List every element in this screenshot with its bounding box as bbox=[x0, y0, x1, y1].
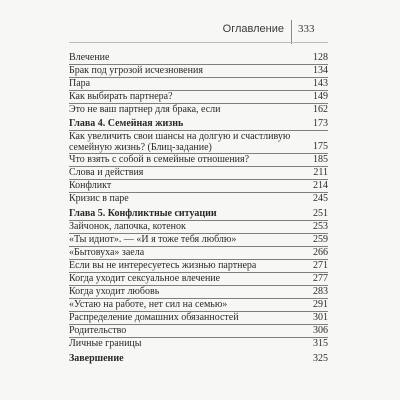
toc-entry bbox=[69, 104, 328, 116]
header-rule bbox=[69, 42, 328, 43]
toc-entry-page: 211 bbox=[313, 167, 328, 178]
toc-entry bbox=[69, 180, 328, 192]
toc-entry-page: 283 bbox=[313, 286, 328, 297]
toc-entry-title: «Ты идиот». — «И я тоже тебя люблю» bbox=[69, 234, 237, 245]
toc-entry-title: Пара bbox=[69, 78, 91, 89]
toc-entry bbox=[69, 193, 328, 205]
toc-chapter-title: Глава 5. Конфликтные ситуации bbox=[69, 208, 217, 219]
toc-entry bbox=[69, 131, 328, 153]
toc-entry-page: 325 bbox=[313, 353, 328, 364]
toc-entry-page: 128 bbox=[313, 52, 328, 63]
toc-entry bbox=[69, 65, 328, 77]
toc-entry-title: Кризис в паре bbox=[69, 193, 129, 204]
running-header bbox=[0, 20, 400, 40]
toc-entry-title: «Устаю на работе, нет сил на семью» bbox=[69, 299, 228, 310]
toc-entry-title: Это не ваш партнер для брака, если bbox=[69, 104, 221, 115]
toc-entry-page: 301 bbox=[313, 312, 328, 323]
toc-entry-title: Личные границы bbox=[69, 338, 142, 349]
toc-entry bbox=[69, 260, 328, 272]
toc-entry-title: Зайчонок, лапочка, котенок bbox=[69, 221, 186, 232]
toc-chapter-heading bbox=[69, 118, 328, 130]
toc-entry-page: 277 bbox=[313, 273, 328, 284]
toc-entry-page: 173 bbox=[313, 118, 328, 129]
toc-entry bbox=[69, 91, 328, 103]
header-title: Оглавление bbox=[222, 23, 284, 35]
toc-entry-page: 134 bbox=[313, 65, 328, 76]
toc-entry-title: «Бытовуха» заела bbox=[69, 247, 145, 258]
toc-entry bbox=[69, 325, 328, 337]
toc-entry-page: 315 bbox=[313, 338, 328, 349]
toc-entry-title: Когда уходит любовь bbox=[69, 286, 160, 297]
toc-entry-page: 245 bbox=[313, 193, 328, 204]
toc-entry-page: 259 bbox=[313, 234, 328, 245]
toc-entry bbox=[69, 247, 328, 259]
toc-entry-title: Как выбирать партнера? bbox=[69, 91, 173, 102]
toc-entry bbox=[69, 221, 328, 233]
toc-entry bbox=[69, 234, 328, 246]
toc-entry bbox=[69, 312, 328, 324]
toc-entry-page: 253 bbox=[313, 221, 328, 232]
toc-entry-page: 162 bbox=[313, 104, 328, 115]
toc-chapter-heading bbox=[69, 353, 328, 365]
header-page-number: 333 bbox=[298, 23, 315, 35]
toc-entry bbox=[69, 167, 328, 179]
toc-entry-title: Когда уходит сексуальное влечение bbox=[69, 273, 221, 284]
toc-entry-title: Влечение bbox=[69, 52, 110, 63]
toc-entry bbox=[69, 78, 328, 90]
toc-chapter-title: Глава 4. Семейная жизнь bbox=[69, 118, 184, 129]
toc-entry-page: 266 bbox=[313, 247, 328, 258]
toc-entry bbox=[69, 299, 328, 311]
toc-entry bbox=[69, 273, 328, 285]
toc-entry-title: Как увеличить свои шансы на долгую и счастливую семейную жизнь? (Блиц-задание) bbox=[69, 131, 291, 153]
toc-entry-page: 175 bbox=[313, 141, 328, 152]
toc-entry-page: 143 bbox=[313, 78, 328, 89]
toc-entry-title: Что взять с собой в семейные отношения? bbox=[69, 154, 250, 165]
toc-entry-title: Конфликт bbox=[69, 180, 112, 191]
toc-entry-title: Родительство bbox=[69, 325, 127, 336]
toc-entry-page: 291 bbox=[313, 299, 328, 310]
toc-entry bbox=[69, 154, 328, 166]
toc-entry-title: Если вы не интересуетесь жизнью партнера bbox=[69, 260, 257, 271]
toc-entry-page: 251 bbox=[313, 208, 328, 219]
toc-entry-title: Распределение домашних обязанностей bbox=[69, 312, 239, 323]
toc-entry-page: 149 bbox=[313, 91, 328, 102]
toc-entry-title: Брак под угрозой исчезновения bbox=[69, 65, 203, 76]
toc-entry bbox=[69, 286, 328, 298]
header-divider bbox=[291, 20, 292, 44]
toc-entry-title: Слова и действия bbox=[69, 167, 144, 178]
toc-entry bbox=[69, 338, 328, 350]
toc-entry-page: 306 bbox=[313, 325, 328, 336]
toc-entry-page: 271 bbox=[313, 260, 328, 271]
toc-chapter-heading bbox=[69, 208, 328, 220]
toc-entry-page: 214 bbox=[313, 180, 328, 191]
toc-entry bbox=[69, 52, 328, 64]
toc-chapter-title: Завершение bbox=[69, 353, 124, 364]
toc-entry-page: 185 bbox=[313, 154, 328, 165]
